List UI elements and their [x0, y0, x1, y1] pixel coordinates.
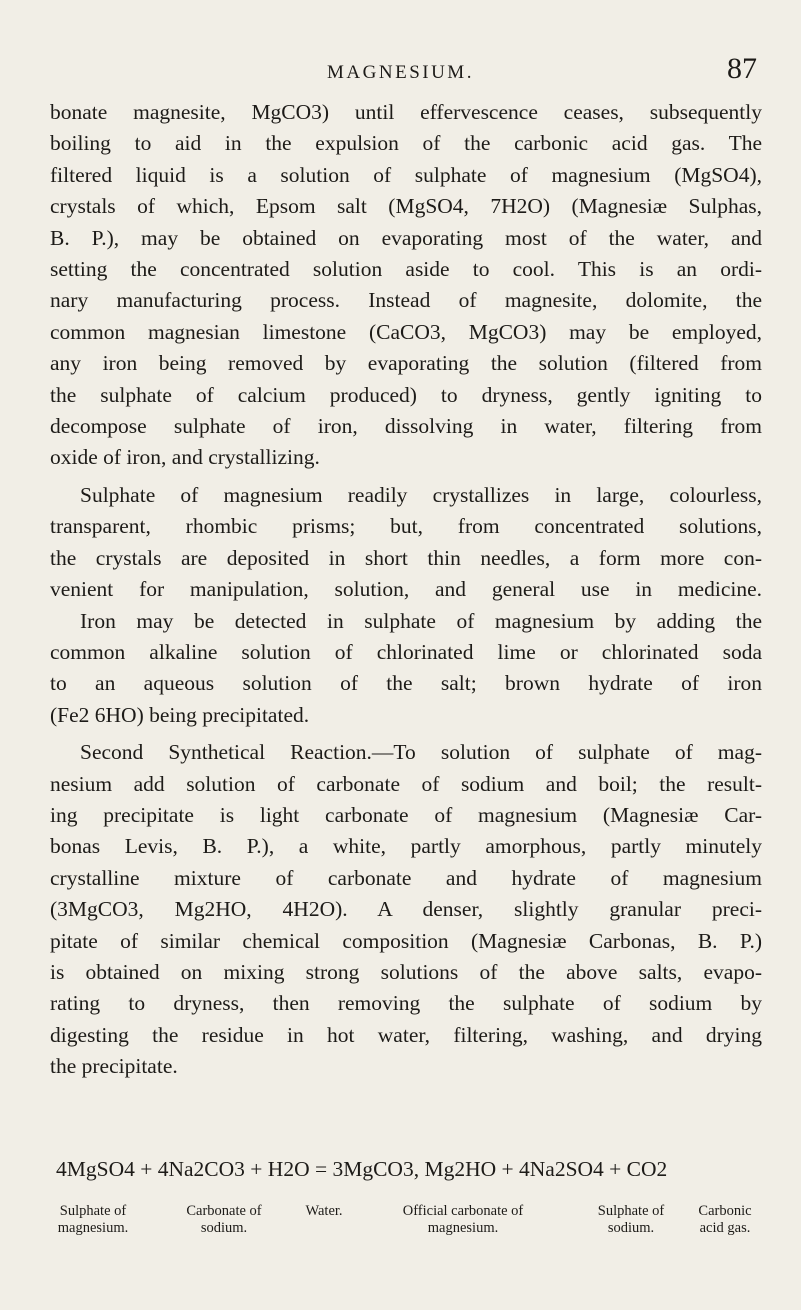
text-line: Sulphate of magnesium readily crystallizes in large, colourless,: [80, 482, 762, 507]
text-line: any iron being removed by evaporating the solution (filtered from: [50, 351, 762, 376]
text-line: filtered liquid is a solution of sulphate of magnesium (MgSO4),: [50, 162, 762, 187]
label-carbonic-acid-gas: Carbonic acid gas.: [698, 1203, 752, 1236]
text-line: (3MgCO3, Mg2HO, 4H2O). A denser, slightly granular preci-: [50, 897, 762, 922]
page-number: 87: [727, 52, 757, 85]
text-line: crystals of which, Epsom salt (MgSO4, 7H2O) (Magnesiæ Sulphas,: [50, 194, 762, 219]
text-line: decompose sulphate of iron, dissolving in water, filtering from: [50, 414, 762, 439]
label-sulphate-of-sodium: Sulphate of sodium.: [597, 1203, 665, 1236]
text-line: Iron may be detected in sulphate of magnesium by adding the: [80, 608, 762, 633]
text-line: bonate magnesite, MgCO3) until effervescence ceases, subsequently: [50, 100, 762, 124]
body-text: [50, 97, 762, 1083]
text-line: to an aqueous solution of the salt; brown hydrate of iron: [50, 671, 762, 696]
text-line: bonas Levis, B. P.), a white, partly amorphous, partly minutely: [50, 834, 762, 859]
text-line: transparent, rhombic prisms; but, from concentrated solutions,: [50, 514, 762, 539]
text-line: crystalline mixture of carbonate and hydrate of magnesium: [50, 865, 762, 890]
equation-labels: [50, 1203, 762, 1263]
text-line: common alkaline solution of chlorinated lime or chlorinated soda: [50, 639, 762, 664]
text-line: is obtained on mixing strong solutions of the above salts, evapo-: [50, 959, 762, 984]
text-line: oxide of iron, and crystallizing.: [50, 445, 320, 470]
text-line: ing precipitate is light carbonate of magnesium (Magnesiæ Car-: [50, 802, 762, 827]
text-line: pitate of similar chemical composition (Magnesiæ Carbonas, B. P.): [50, 928, 762, 953]
text-line: digesting the residue in hot water, filtering, washing, and drying: [50, 1022, 762, 1047]
paragraph-2: [50, 480, 762, 731]
text-line: (Fe2 6HO) being precipitated.: [50, 702, 310, 727]
text-line: the precipitate.: [50, 1054, 178, 1079]
text-line: Second Synthetical Reaction.—To solution of sulphate of mag-: [80, 740, 762, 765]
text-line: rating to dryness, then removing the sulphate of sodium by: [50, 991, 762, 1016]
text-line: boiling to aid in the expulsion of the carbonic acid gas. The: [50, 131, 762, 156]
chemical-equation: 4MgSO4 + 4Na2CO3 + H2O = 3MgCO3, Mg2HO + 4Na2SO4 + CO2: [56, 1157, 668, 1181]
text-line: venient for manipulation, solution, and general use in medicine.: [50, 577, 762, 602]
text-line: B. P.), may be obtained on evaporating most of the water, and: [50, 225, 762, 250]
text-line: nesium add solution of carbonate of sodium and boil; the result-: [50, 771, 762, 796]
label-water: Water.: [305, 1203, 343, 1219]
page-header: [0, 52, 801, 102]
text-line: nary manufacturing process. Instead of magnesite, dolomite, the: [50, 288, 762, 313]
running-head: MAGNESIUM.: [327, 62, 474, 83]
text-line: setting the concentrated solution aside to cool. This is an ordi-: [50, 257, 762, 282]
text-line: the sulphate of calcium produced) to dryness, gently igniting to: [50, 382, 762, 407]
text-line: common magnesian limestone (CaCO3, MgCO3) may be employed,: [50, 319, 762, 344]
label-official-carbonate: Official carbonate of magnesium.: [402, 1203, 524, 1236]
label-sulphate-of-magnesium: Sulphate of magnesium.: [57, 1203, 129, 1236]
text-line: the crystals are deposited in short thin needles, a form more con-: [50, 545, 762, 570]
paragraph-1: [50, 97, 762, 474]
paragraph-3: [50, 737, 762, 1082]
label-carbonate-of-sodium: Carbonate of sodium.: [186, 1203, 262, 1236]
